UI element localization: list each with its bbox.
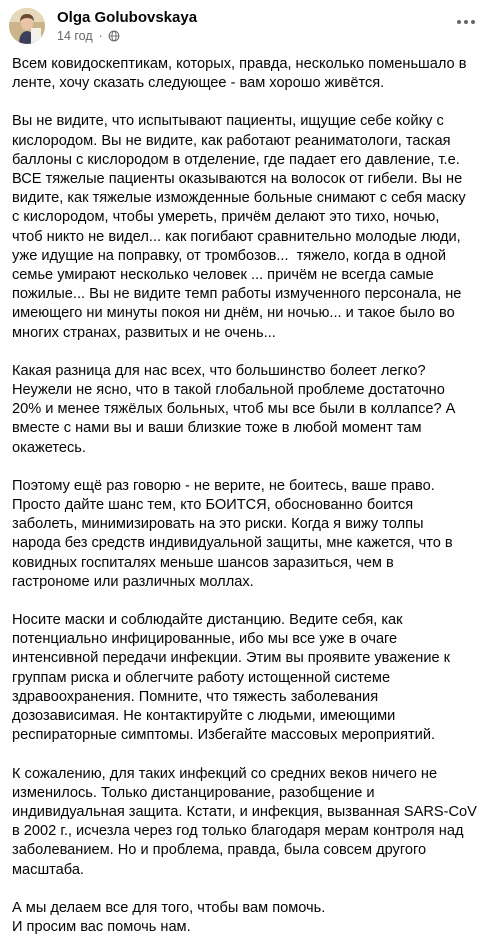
- post-text-line: заболеванием. Но и проблема, правда, была совсем другого: [12, 842, 427, 859]
- post-text-line: респираторные симптомы. Избегайте массовых мероприятий.: [12, 727, 436, 744]
- post-text-line: с кислородом, чтобы умереть, причём делают это тихо, ночью,: [12, 209, 440, 226]
- post-paragraph: [12, 477, 476, 592]
- post-text-line: потенциально инфицированные, ибо мы все уже в очаге: [12, 631, 398, 648]
- more-options-button[interactable]: [452, 12, 480, 32]
- post-text-line: Всем ковидоскептикам, которых, правда, несколько поменьшало в: [12, 56, 467, 72]
- post-text-line: семье умирают несколько человек ... причём не всегда самые: [12, 267, 434, 284]
- post-paragraph: [12, 765, 476, 880]
- post-text-line: Просто дайте шанс тем, кто БОИТСЯ, обоснованно боится: [12, 497, 414, 514]
- post-text-line: кислородом. Вы не видите, как работают реаниматологи, таская: [12, 132, 451, 149]
- post-text-line: интенсивной передачи инфекции. Этим вы проявите уважение к: [12, 650, 451, 667]
- post-paragraph: [12, 55, 476, 93]
- post-text-line: К сожалению, для таких инфекций со средних веков ничего не: [12, 765, 438, 782]
- avatar-photo: [9, 8, 45, 44]
- post-text-line: пожилые... Вы не видите темп работы измученного персонала, не: [12, 286, 462, 303]
- post-timestamp[interactable]: 14 год: [57, 29, 93, 43]
- post-text-line: баллоны с кислородом в отделение, где падает его давление, т.е.: [12, 151, 460, 168]
- post-text-line: изменилось. Только дистанцирование, разобщение и: [12, 784, 375, 801]
- post-paragraph: [12, 899, 476, 937]
- post-text-line: дозозависимая. Не контактируйте с людьми, имеющими: [12, 708, 396, 725]
- meta-separator: ·: [98, 29, 103, 43]
- post-text-line: ковидных госпиталях меньше шансов заразиться, чем в: [12, 554, 394, 571]
- post-text-line: А мы делаем все для того, чтобы вам помочь.: [12, 899, 326, 916]
- post-text-line: Какая разница для нас всех, что большинство болеет легко?: [12, 362, 426, 379]
- post-paragraph: [12, 362, 476, 458]
- post-text-line: Поэтому ещё раз говорю - не верите, не боитесь, ваше право.: [12, 477, 435, 494]
- post-text-line: в 2002 г., исчезла через год только благодаря мерам контроля над: [12, 823, 464, 840]
- post-text-line: народа без средств индивидуальной защиты, мне кажется, что в: [12, 535, 453, 552]
- post-text-line: видите, как тяжелые изможденные больные снимают с себя маску: [12, 190, 466, 207]
- post-text-line: И просим вас помочь нам.: [12, 918, 191, 935]
- globe-icon: [108, 30, 120, 42]
- post-text-line: заболеть, минимизировать на это риски. Когда я вижу толпы: [12, 516, 424, 533]
- post-text-line: имеющего ни минуты покоя ни днём, ни ночью... и такое было во: [12, 305, 455, 322]
- more-horizontal-icon: [456, 19, 476, 25]
- post-text-line: масштаба.: [12, 861, 84, 878]
- post-text-line: группам риска и облегчите работу истощенной системе: [12, 669, 391, 686]
- post-text-line: уже идущие на поправку, от тромбозов... тяжело, когда в одной: [12, 247, 446, 264]
- post-text-line: окажетесь.: [12, 439, 86, 456]
- post-meta: [57, 29, 120, 43]
- post-text-line: индивидуальная защита. Кстати, и инфекция, вызванная SARS-CoV: [12, 803, 477, 820]
- post-text-line: гастрономе или различных моллах.: [12, 573, 254, 590]
- post-text-line: Носите маски и соблюдайте дистанцию. Ведите себя, как: [12, 612, 403, 629]
- post-text-line: ВСЕ тяжелые пациенты оказываются на волосок от гибели. Вы не: [12, 171, 463, 188]
- post-text-line: ленте, хочу сказать следующее - вам хорошо живётся.: [12, 75, 385, 92]
- post-paragraph: [12, 611, 476, 745]
- post-body: [12, 55, 476, 937]
- post-text-line: многих странах, развитых и не очень...: [12, 324, 276, 341]
- avatar[interactable]: [9, 8, 45, 44]
- author-name[interactable]: Olga Golubovskaya: [57, 9, 198, 26]
- post-text-line: Вы не видите, что испытывают пациенты, ищущие себе койку с: [12, 113, 444, 130]
- post-text-line: Неужели не ясно, что в такой глобальной проблеме достаточно: [12, 382, 445, 399]
- post-paragraph: [12, 112, 476, 342]
- post-text-line: здравоохранения. Помните, что тяжесть заболевания: [12, 688, 379, 705]
- post-text-line: 20% и менее тяжёлых больных, чтоб мы все были в коллапсе? А: [12, 401, 456, 418]
- post-header: [9, 8, 484, 44]
- post-text-line: чтоб никто не видел... как погибают сравнительно молодые люди,: [12, 228, 461, 245]
- post-text-line: вместе с нами вы и ваши близкие тоже в любой момент там: [12, 420, 422, 437]
